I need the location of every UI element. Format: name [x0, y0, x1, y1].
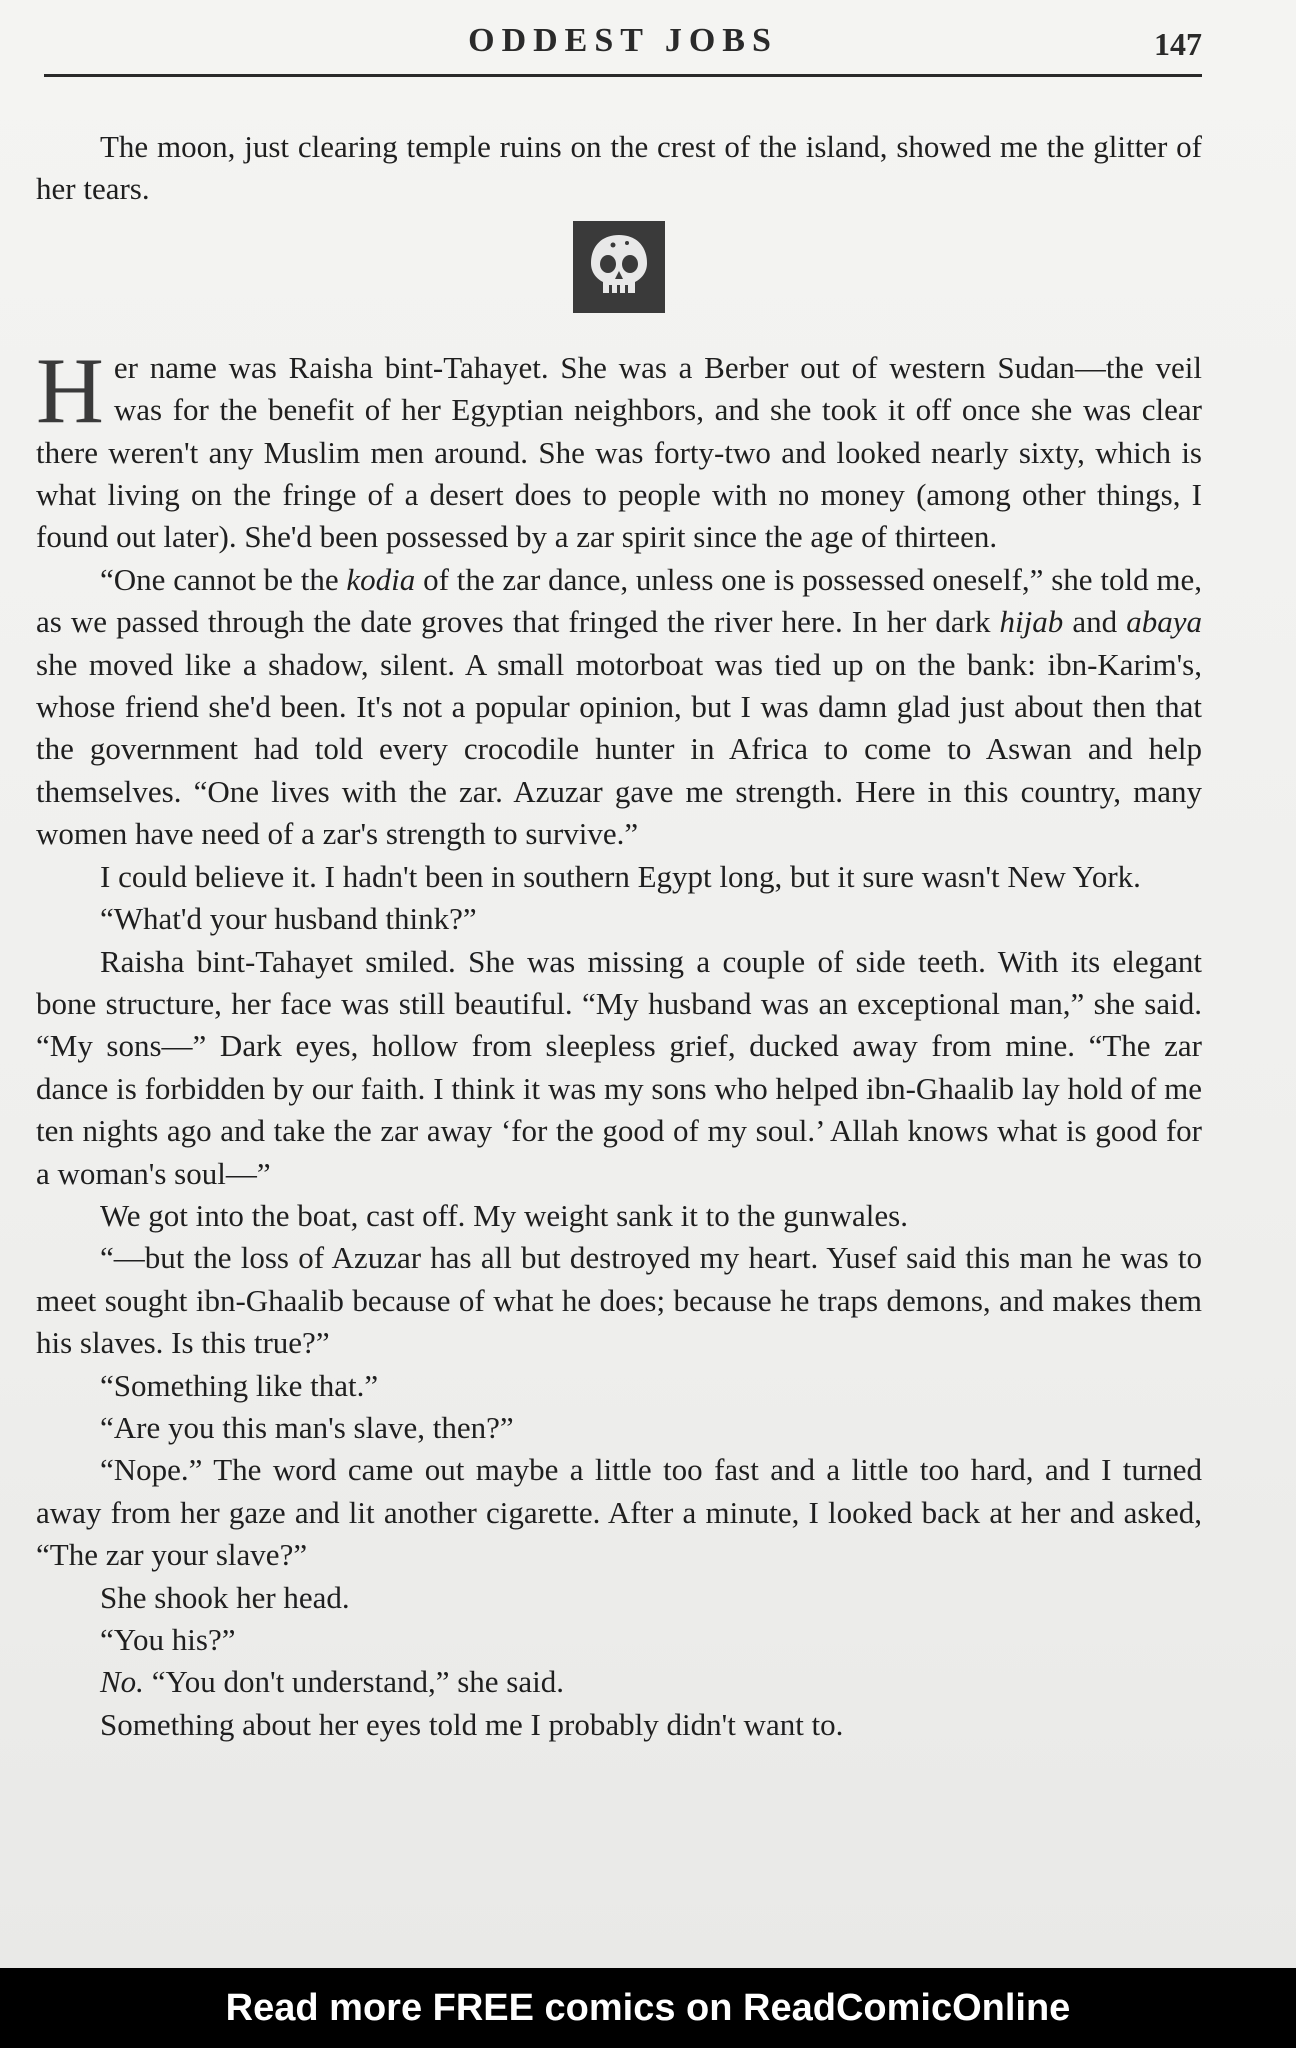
italic-word: abaya: [1126, 604, 1202, 640]
italic-word: kodia: [346, 561, 416, 597]
promo-banner[interactable]: Read more FREE comics on ReadComicOnline: [0, 1968, 1296, 2048]
paragraph: “Something like that.”: [100, 1367, 379, 1403]
text-run: of the zar dance, unless one is possessed oneself,” she told me, as we passed through the date groves that fringed the river here. In her dark: [36, 561, 1202, 640]
paragraph: “Are you this man's slave, then?”: [100, 1409, 514, 1445]
paragraph: I could believe it. I hadn't been in southern Egypt long, but it sure wasn't New York.: [100, 858, 1141, 894]
italic-word: No.: [100, 1664, 144, 1700]
body-text: [36, 126, 1202, 1746]
paragraph: We got into the boat, cast off. My weight sank it to the gunwales.: [100, 1197, 908, 1233]
text-run: “One cannot be the: [100, 561, 347, 597]
paragraph: “Nope.” The word came out maybe a little too fast and a little too hard, and I turned away from her gaze and lit another cigarette. After a minute, I looked back at her and asked, “The zar your slave?”: [36, 1452, 1202, 1573]
paragraph: [36, 338, 1202, 559]
paragraph: Something about her eyes told me I probably didn't want to.: [100, 1706, 844, 1742]
drop-cap: H: [36, 338, 104, 443]
paragraph: “You his?”: [100, 1622, 236, 1657]
italic-word: hijab: [999, 604, 1064, 640]
skull-icon: [573, 221, 665, 313]
text-run: “You don't understand,” she said.: [143, 1664, 564, 1700]
paragraph: [36, 1661, 1202, 1703]
paragraph: The moon, just clearing temple ruins on the crest of the island, showed me the glitter of her tears.: [36, 129, 1202, 207]
running-header: [44, 18, 1202, 77]
paragraph: She shook her head.: [100, 1579, 350, 1615]
paragraph: “—but the loss of Azuzar has all but destroyed my heart. Yusef said this man he was to meet sought ibn-Ghaalib because of what he does; because he traps demons, and makes them his slaves. Is this true?”: [36, 1240, 1202, 1361]
page-number: 147: [1154, 26, 1202, 62]
paragraph: “What'd your husband think?”: [100, 901, 477, 937]
text-run: she moved like a shadow, silent. A small motorboat was tied up on the bank: ibn-Karim's, whose friend she'd been. It's not a popular opinion, but I was damn glad just about then that the government had told every crocodile hunter in Africa to come to Aswan and help themselves. “One lives with the zar. Azuzar gave me strength. Here in this country, many women have need of a zar's strength to survive.”: [36, 646, 1202, 852]
paragraph: [36, 559, 1202, 856]
paragraph-text: er name was Raisha bint-Tahayet. She was a Berber out of western Sudan—the veil was for the benefit of her Egyptian neighbors, and she took it off once she was clear there weren't any Muslim men around. She was forty-two and looked nearly sixty, which is what living on the fringe of a desert does to people with no money (among other things, I found out later). She'd been possessed by a zar spirit since the age of thirteen.: [36, 349, 1202, 555]
header-title: ODDEST JOBS: [468, 22, 778, 59]
paragraph: Raisha bint-Tahayet smiled. She was missing a couple of side teeth. With its elegant bone structure, her face was still beautiful. “My husband was an exceptional man,” she said. “My sons—” Dark eyes, hollow from sleepless grief, ducked away from mine. “The zar dance is forbidden by our faith. I think it was my sons who helped ibn-Ghaalib lay hold of me ten nights ago and take the zar away ‘for the good of my soul.’ Allah knows what is good for a woman's soul—”: [36, 943, 1202, 1191]
text-run: and: [1063, 604, 1127, 640]
